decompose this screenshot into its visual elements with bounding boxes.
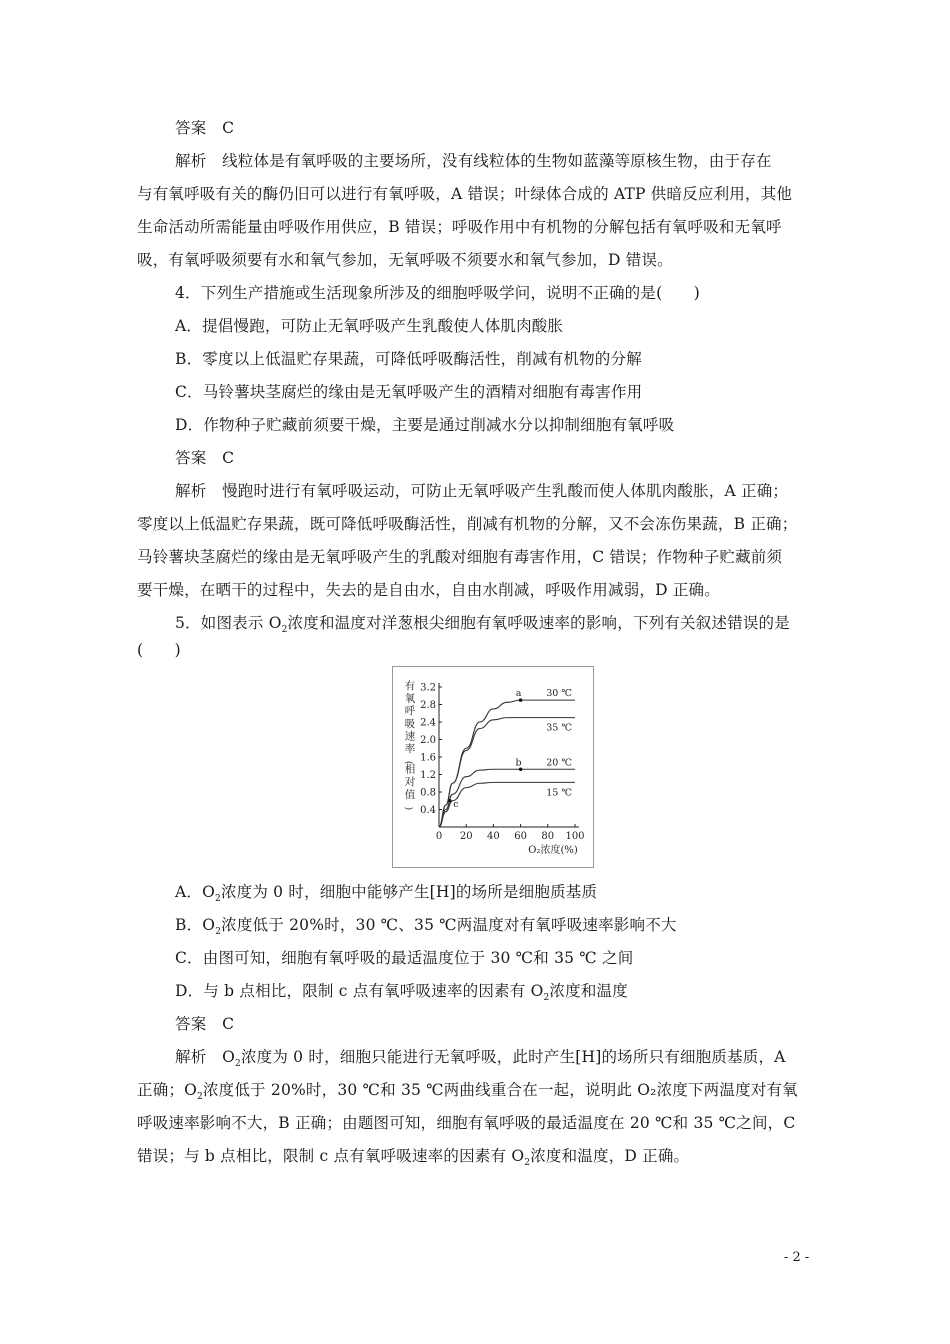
x-tick-label: 80	[541, 831, 555, 842]
q5-analysis-line: 呼吸速率影响不大，B 正确；由题图可知，细胞有氧呼吸的最适温度在 20 ℃和 35 ℃之间，C	[137, 1114, 796, 1132]
series-label: 15 ℃	[546, 787, 572, 799]
q3-analysis-line: 解析 线粒体是有氧呼吸的主要场所，没有线粒体的生物如蓝藻等原核生物，由于存在	[175, 152, 772, 170]
y-axis-label-char: (	[403, 760, 413, 765]
q4-answer: 答案 C	[175, 449, 235, 467]
y-tick-label: 2.0	[420, 735, 436, 746]
q5-option-c: C．由图可知，细胞有氧呼吸的最适温度位于 30 ℃和 35 ℃ 之间	[175, 949, 634, 967]
q5-option-a: A．$O_2$浓度为 0 时，细胞中能够产生[H]的场所是细胞质基质	[175, 883, 598, 904]
y-tick-label: 1.2	[420, 770, 436, 781]
point-label: a	[515, 688, 522, 700]
q4-analysis-line: 要干燥，在晒干的过程中，失去的是自由水，自由水削减，呼吸作用减弱，D 正确。	[137, 581, 720, 599]
q4-analysis-line: 解析 慢跑时进行有氧呼吸运动，可防止无氧呼吸产生乳酸而使人体肌肉酸胀，A 正确；	[175, 482, 789, 500]
q4-option-d: D．作物种子贮藏前须要干燥，主要是通过削减水分以抑制细胞有氧呼吸	[175, 416, 675, 434]
chart-svg	[393, 667, 593, 867]
x-tick-label: 100	[565, 831, 585, 842]
q5-analysis-line: 错误；与 b 点相比，限制 c 点有氧呼吸速率的因素有 $O_2$浓度和温度，D 正确。	[137, 1147, 690, 1168]
x-tick-label: 40	[487, 831, 500, 842]
y-axis-label-char: 呼	[404, 705, 416, 718]
x-tick-label: 60	[514, 831, 527, 842]
y-tick-label: 2.8	[420, 700, 436, 711]
y-axis-label-char: 氧	[404, 692, 416, 705]
point-label: c	[453, 798, 459, 810]
y-axis-label-char: 速	[404, 730, 416, 743]
q5-option-b: B．$O_2$浓度低于 20%时，30 ℃、35 ℃两温度对有氧呼吸速率影响不大	[175, 916, 677, 937]
q3-analysis-line: 生命活动所需能量由呼吸作用供应，B 错误；呼吸作用中有机物的分解包括有氧呼吸和无氧呼	[137, 218, 782, 236]
y-axis-label-char: 对	[404, 776, 416, 789]
q3-analysis-line: 与有氧呼吸有关的酶仍旧可以进行有氧呼吸，A 错误；叶绿体合成的 ATP 供暗反应利用，其他	[137, 185, 793, 203]
q5-stem-paren: ( )	[137, 641, 181, 659]
y-axis-label-char: )	[403, 806, 413, 811]
q3-answer: 答案 C	[175, 119, 235, 137]
y-axis-label-char: 值	[404, 788, 416, 801]
q4-option-a: A．提倡慢跑，可防止无氧呼吸产生乳酸使人体肌肉酸胀	[175, 317, 564, 335]
q4-analysis-line: 零度以上低温贮存果蔬，既可降低呼吸酶活性，削减有机物的分解，又不会冻伤果蔬，B 正确；	[137, 515, 798, 533]
q5-answer: 答案 C	[175, 1015, 235, 1033]
x-tick-label: 20	[459, 831, 473, 842]
series-label: 20 ℃	[546, 757, 572, 769]
respiration-rate-chart	[392, 666, 594, 868]
page-number: - 2 -	[784, 1250, 810, 1265]
q5-analysis-line: 正确；$O_2$浓度低于 20%时，30 ℃和 35 ℃两曲线重合在一起，说明此 O₂浓度下两温度对有氧	[137, 1081, 798, 1102]
y-tick-label: 2.4	[420, 717, 436, 729]
q4-option-c: C．马铃薯块茎腐烂的缘由是无氧呼吸产生的酒精对细胞有毒害作用	[175, 383, 643, 401]
series-line	[439, 718, 575, 827]
series-label: 35 ℃	[546, 722, 572, 734]
x-tick-label: 0	[435, 831, 443, 842]
q5-option-d: D．与 b 点相比，限制 c 点有氧呼吸速率的因素有 $O_2$浓度和温度	[175, 982, 628, 1003]
q4-analysis-line: 马铃薯块茎腐烂的缘由是无氧呼吸产生的乳酸对细胞有毒害作用，C 错误；作物种子贮藏前须	[137, 548, 783, 566]
y-axis-label-char: 有	[404, 680, 416, 692]
y-tick-label: 3.2	[420, 682, 436, 694]
y-tick-label: 0.8	[420, 787, 436, 799]
series-label: 30 ℃	[546, 688, 572, 700]
q4-stem: 4．下列生产措施或生活现象所涉及的细胞呼吸学问，说明不正确的是( )	[175, 284, 700, 302]
point-marker	[448, 799, 452, 803]
q5-analysis-line: 解析 $O_2$浓度为 0 时，细胞只能进行无氧呼吸，此时产生[H]的场所只有细胞质基质，A	[175, 1048, 786, 1069]
q4-option-b: B．零度以上低温贮存果蔬，可降低呼吸酶活性，削减有机物的分解	[175, 350, 642, 368]
y-axis-label-char: 相	[404, 763, 416, 776]
point-label: b	[515, 757, 522, 769]
x-axis-label: O₂浓度(%)	[528, 845, 578, 856]
y-tick-label: 1.6	[420, 752, 436, 764]
y-axis-label-char: 率	[404, 743, 416, 755]
q5-stem: 5．如图表示 $O_2$浓度和温度对洋葱根尖细胞有氧呼吸速率的影响，下列有关叙述错误的是	[175, 614, 790, 635]
y-axis-label-char: 吸	[404, 717, 416, 730]
q3-analysis-line: 吸，有氧呼吸须要有水和氧气参加，无氧呼吸不须要水和氧气参加，D 错误。	[137, 251, 673, 269]
y-tick-label: 0.4	[420, 805, 436, 816]
